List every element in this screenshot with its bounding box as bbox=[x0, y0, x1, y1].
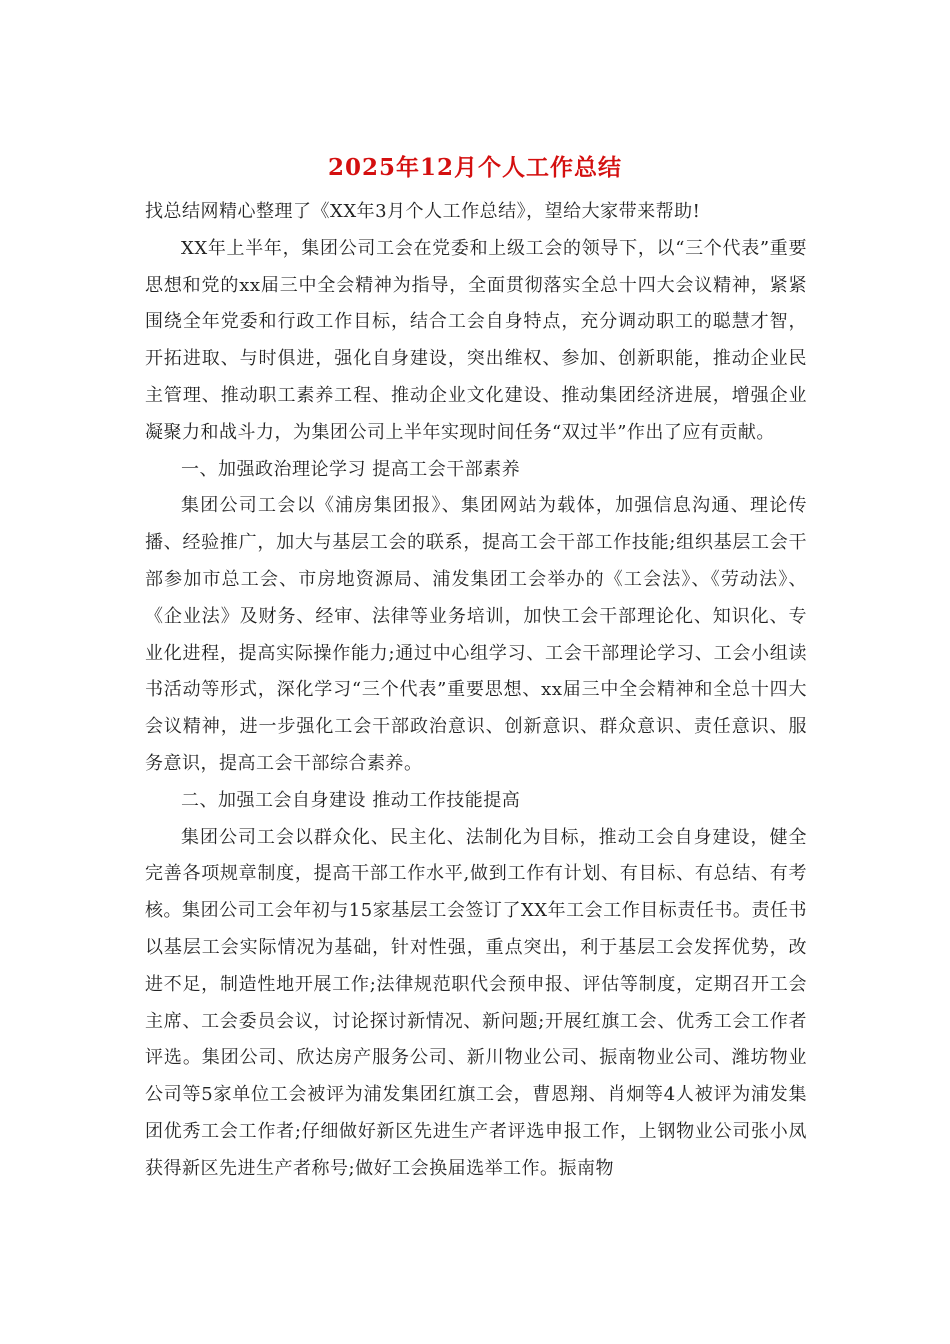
document-title: 2025年12月个人工作总结 bbox=[327, 154, 623, 181]
document-body bbox=[145, 194, 807, 1188]
intro-paragraph: 找总结网精心整理了《XX年3月个人工作总结》，望给大家带来帮助! bbox=[145, 201, 701, 222]
section-heading-1: 一、加强政治理论学习 提高工会干部素养 bbox=[181, 458, 521, 480]
section-heading-2: 二、加强工会自身建设 推动工作技能提高 bbox=[181, 789, 521, 811]
section-2-paragraph: 集团公司工会以群众化、民主化、法制化为目标，推动工会自身建设，健全完善各项规章制度，提高干部工作水平,做到工作有计划、有目标、有总结、有考核。集团公司工会年初与15家基层工会签订了XX年工会工作目标责任书。责任书以基层工会实际情况为基础，针对性强，重点突出，利于基层工会发挥优势，改进不足，制造性地开展工作;法律规范职代会预申报、评估等制度，定期召开工会主席、工会委员会议，讨论探讨新情况、新问题;开展红旗工会、优秀工会工作者评选。集团公司、欣达房产服务公司、新川物业公司、振南物业公司、潍坊物业公司等5家单位工会被评为浦发集团红旗工会，曹恩翔、肖炯等4人被评为浦发集团优秀工会工作者;仔细做好新区先进生产者评选申报工作，上钢物业公司张小凤获得新区先进生产者称号;做好工会换届选举工作。振南物 bbox=[145, 826, 807, 1179]
overview-paragraph: XX年上半年，集团公司工会在党委和上级工会的领导下，以“三个代表”重要思想和党的xx届三中全会精神为指导，全面贯彻落实全总十四大会议精神，紧紧围绕全年党委和行政工作目标，结合工会自身特点，充分调动职工的聪慧才智，开拓进取、与时俱进，强化自身建设，突出维权、参加、创新职能，推动企业民主管理、推动职工素养工程、推动企业文化建设、推动集团经济进展，增强企业凝聚力和战斗力，为集团公司上半年实现时间任务“双过半”作出了应有贡献。 bbox=[145, 237, 807, 443]
section-1-paragraph: 集团公司工会以《浦房集团报》、集团网站为载体，加强信息沟通、理论传播、经验推广，加大与基层工会的联系，提高工会干部工作技能;组织基层工会干部参加市总工会、市房地资源局、浦发集团工会举办的《工会法》、《劳动法》、《企业法》及财务、经审、法律等业务培训，加快工会干部理论化、知识化、专业化进程，提高实际操作能力;通过中心组学习、工会干部理论学习、工会小组读书活动等形式，深化学习“三个代表”重要思想、xx届三中全会精神和全总十四大会议精神，进一步强化工会干部政治意识、创新意识、群众意识、责任意识、服务意识，提高工会干部综合素养。 bbox=[145, 495, 807, 774]
